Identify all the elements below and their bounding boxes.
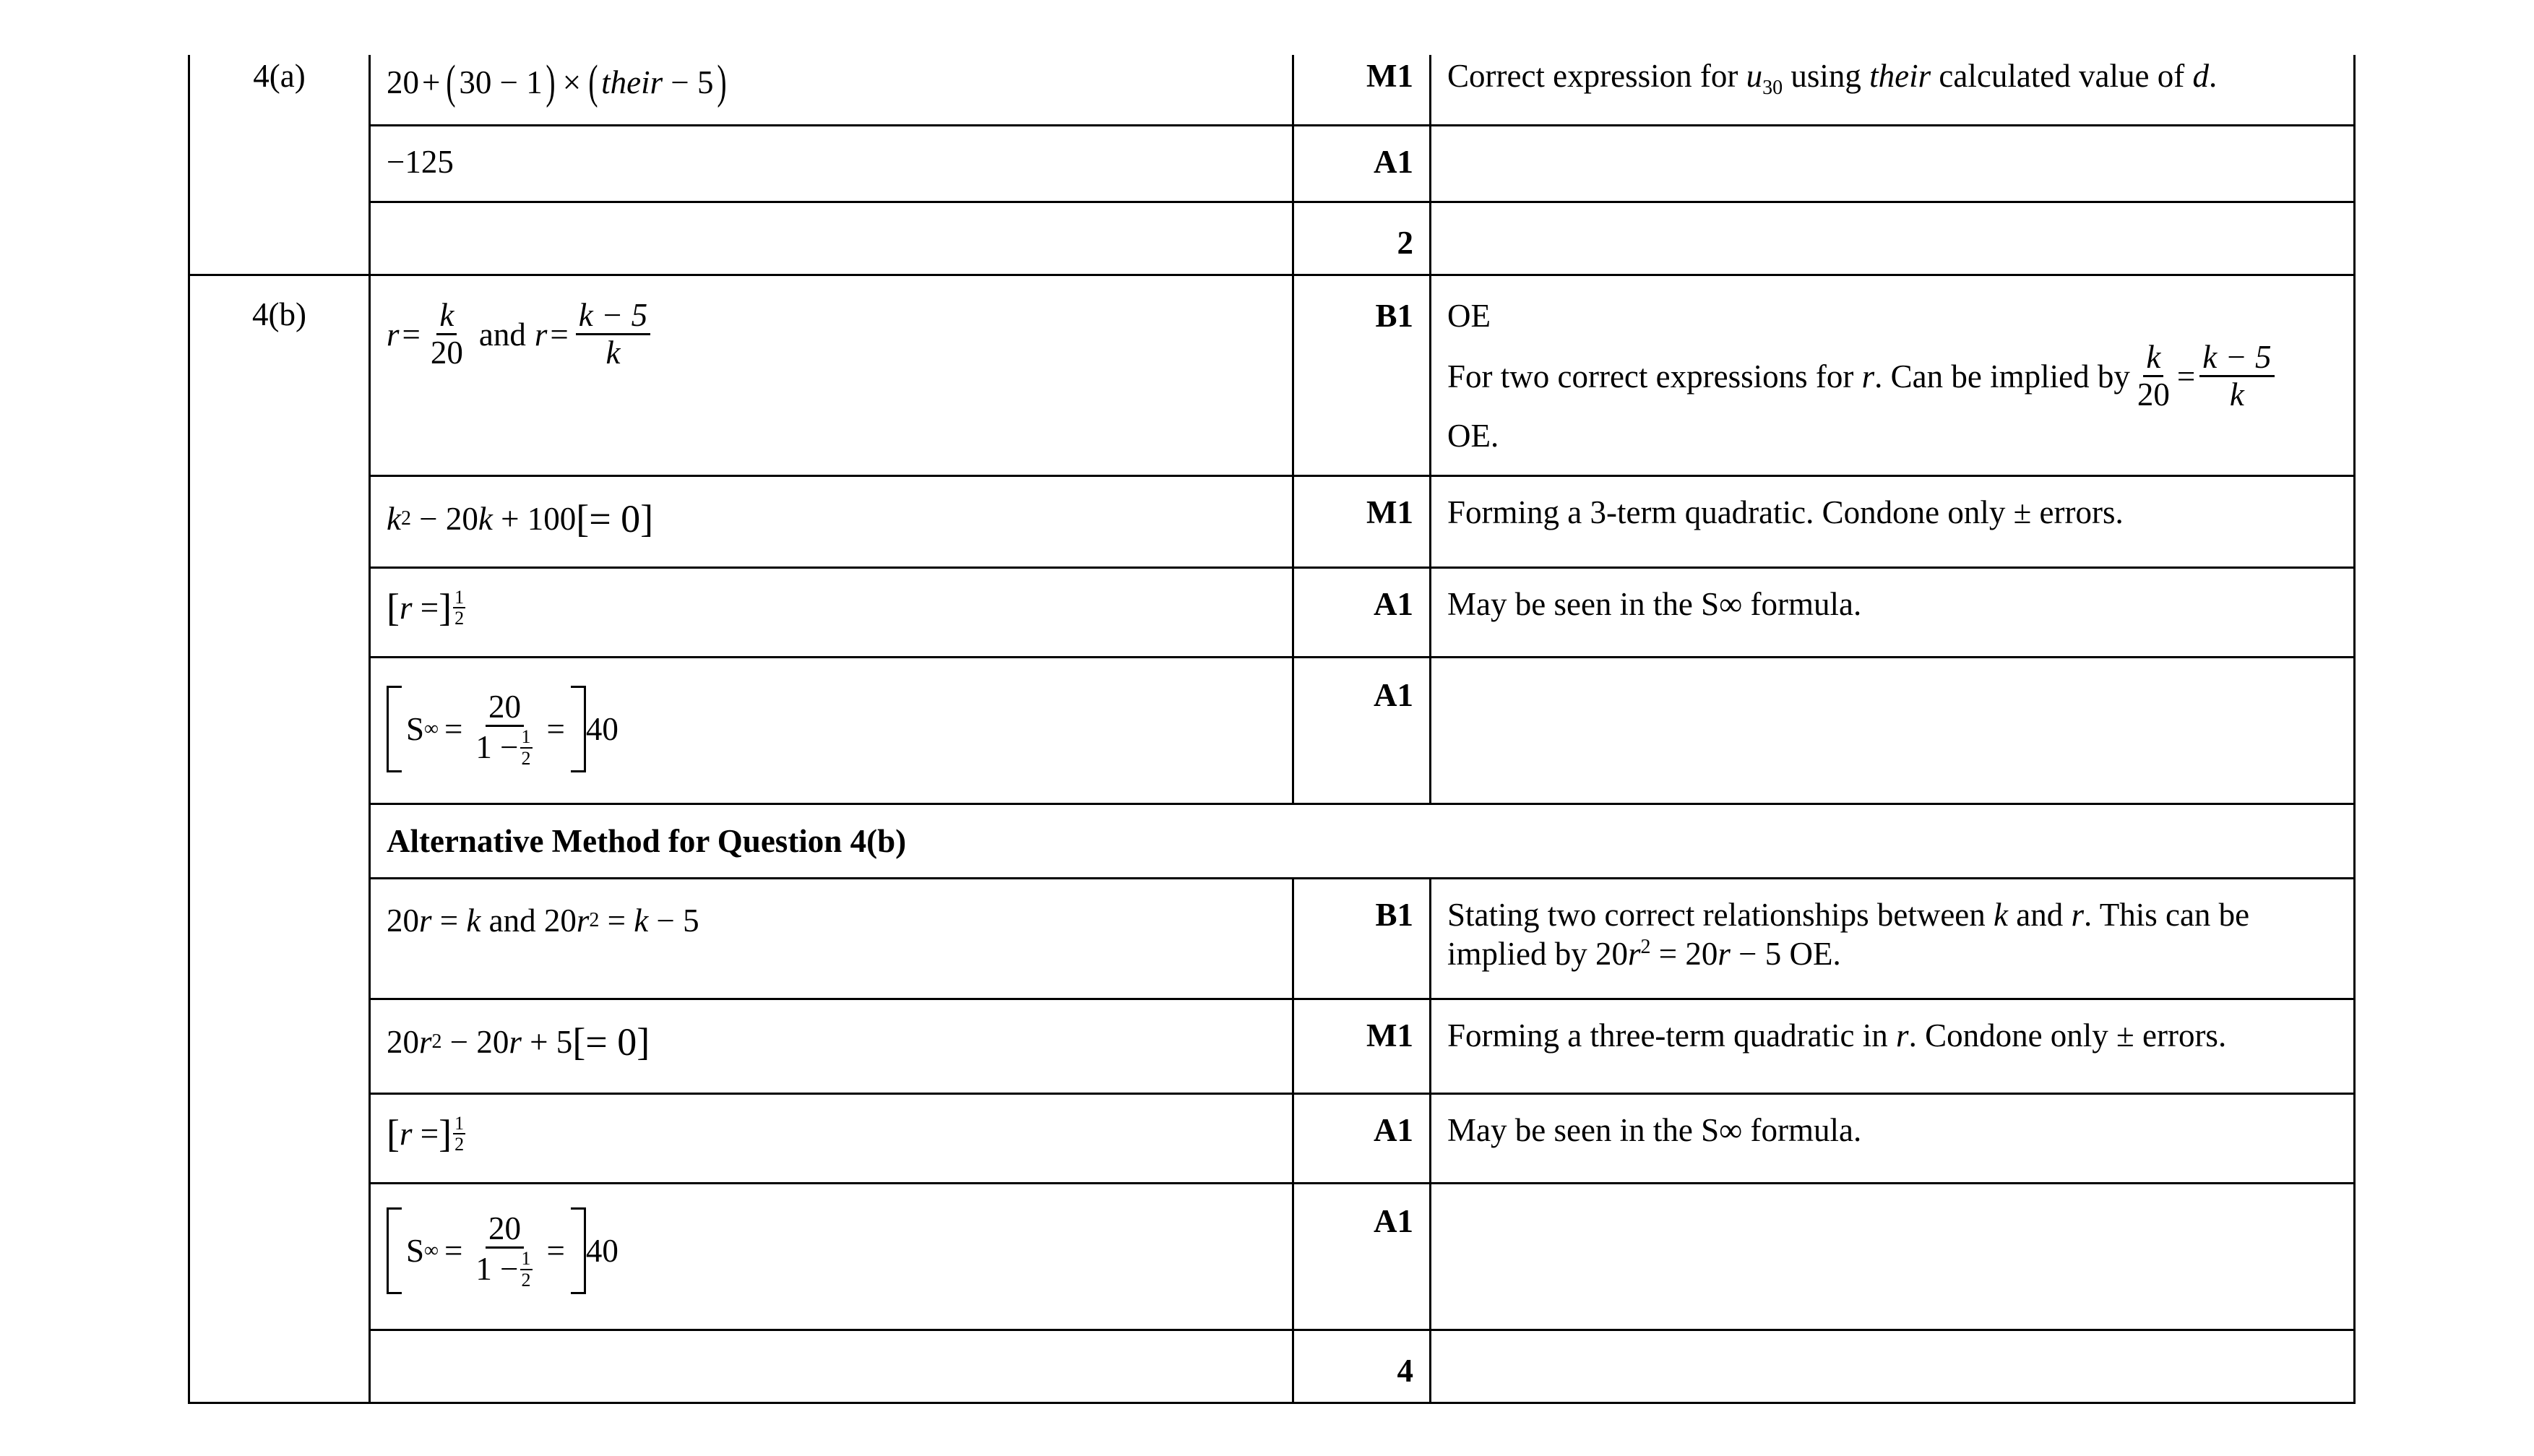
answer-cell <box>370 1330 1293 1403</box>
mark-cell: A1 <box>1293 1183 1431 1330</box>
mark-cell: 2 <box>1293 202 1431 275</box>
answer-cell: −125 <box>370 125 1293 202</box>
guidance-cell: May be seen in the S∞ formula. <box>1431 567 2355 657</box>
table-row <box>189 275 2355 475</box>
answer-cell: r = $\frac{k}{20}$ and r = $\frac{k - 5}{k}$ <box>370 275 1293 475</box>
table-row <box>189 567 2355 657</box>
alternative-method-heading: Alternative Method for Question 4(b) <box>370 804 2355 878</box>
answer-cell: k 2 − 20 k + 100 [= 0] <box>370 475 1293 567</box>
guidance-cell: Forming a 3-term quadratic. Condone only ± errors. <box>1431 475 2355 567</box>
fraction: $\frac{k - 5}{k}$ <box>2199 340 2274 413</box>
answer-cell: S ∞ = 20 1 − $\frac{1}{2}$ = 40 <box>370 1183 1293 1330</box>
mark-cell: A1 <box>1293 567 1431 657</box>
mark-cell: M1 <box>1293 999 1431 1093</box>
answer-cell: 20 r = k and 20 r 2 = k − 5 <box>370 878 1293 999</box>
mark-cell: M1 <box>1293 55 1431 125</box>
table-row <box>189 1330 2355 1403</box>
fraction: 1 2 <box>454 586 465 629</box>
total-mark-cell: 4 <box>1293 1330 1431 1403</box>
mark-cell: A1 <box>1293 657 1431 804</box>
table-row <box>189 804 2355 878</box>
table-row <box>189 202 2355 275</box>
table-row <box>189 125 2355 202</box>
fraction: $\frac{k - 5}{k}$ <box>576 298 650 371</box>
fraction: 20 1 − $\frac{1}{2}$ <box>475 688 531 769</box>
mark-cell: A1 <box>1293 1093 1431 1183</box>
guidance-cell: Forming a three-term quadratic in r. Condone only ± errors. <box>1431 999 2355 1093</box>
guidance-cell: May be seen in the S∞ formula. <box>1431 1093 2355 1183</box>
mark-cell: M1 <box>1293 475 1431 567</box>
table-row <box>189 1183 2355 1330</box>
mark-scheme-table <box>188 55 2356 1404</box>
answer-cell: S ∞ = 20 1 − $\frac{1}{2}$ = 40 <box>370 657 1293 804</box>
answer-cell: 20 + ( 30 − 1 ) × ( their − 5 ) <box>370 55 1293 125</box>
table-row <box>189 55 2355 125</box>
table-row <box>189 475 2355 567</box>
guidance-cell: Correct expression for $u_{30}$ using their calculated value of d. <box>1431 55 2355 125</box>
guidance-cell: OE For two correct expressions for r . Can be implied by $\frac{k}{20}$ = $\frac{k - 5}{k}$ OE. <box>1431 275 2355 475</box>
guidance-cell: Stating two correct relationships between k and r. This can be implied by $20r^2 = 20r - 5$ OE. <box>1431 878 2355 999</box>
table-row <box>189 1093 2355 1183</box>
fraction: 20 1 − $\frac{1}{2}$ <box>475 1210 531 1291</box>
answer-cell: [ r = ] 1 2 <box>370 567 1293 657</box>
table-row <box>189 657 2355 804</box>
guidance-cell <box>1431 657 2355 804</box>
fraction: $\frac{k}{20}$ <box>430 296 463 371</box>
guidance-cell <box>1431 202 2355 275</box>
mark-cell: B1 <box>1293 275 1431 475</box>
fraction: 1 2 <box>454 1112 465 1155</box>
guidance-cell <box>1431 1183 2355 1330</box>
answer-cell <box>370 202 1293 275</box>
guidance-cell <box>1431 125 2355 202</box>
table-row <box>189 999 2355 1093</box>
fraction: $\frac{k}{20}$ <box>2137 338 2170 413</box>
question-number: 4(b) <box>189 275 370 1403</box>
answer-cell: 20 r 2 − 20 r + 5 [= 0] <box>370 999 1293 1093</box>
mark-cell: A1 <box>1293 125 1431 202</box>
mark-cell: B1 <box>1293 878 1431 999</box>
answer-cell: [ r = ] 1 2 <box>370 1093 1293 1183</box>
guidance-cell <box>1431 1330 2355 1403</box>
question-number: 4(a) <box>189 55 370 275</box>
table-row <box>189 878 2355 999</box>
